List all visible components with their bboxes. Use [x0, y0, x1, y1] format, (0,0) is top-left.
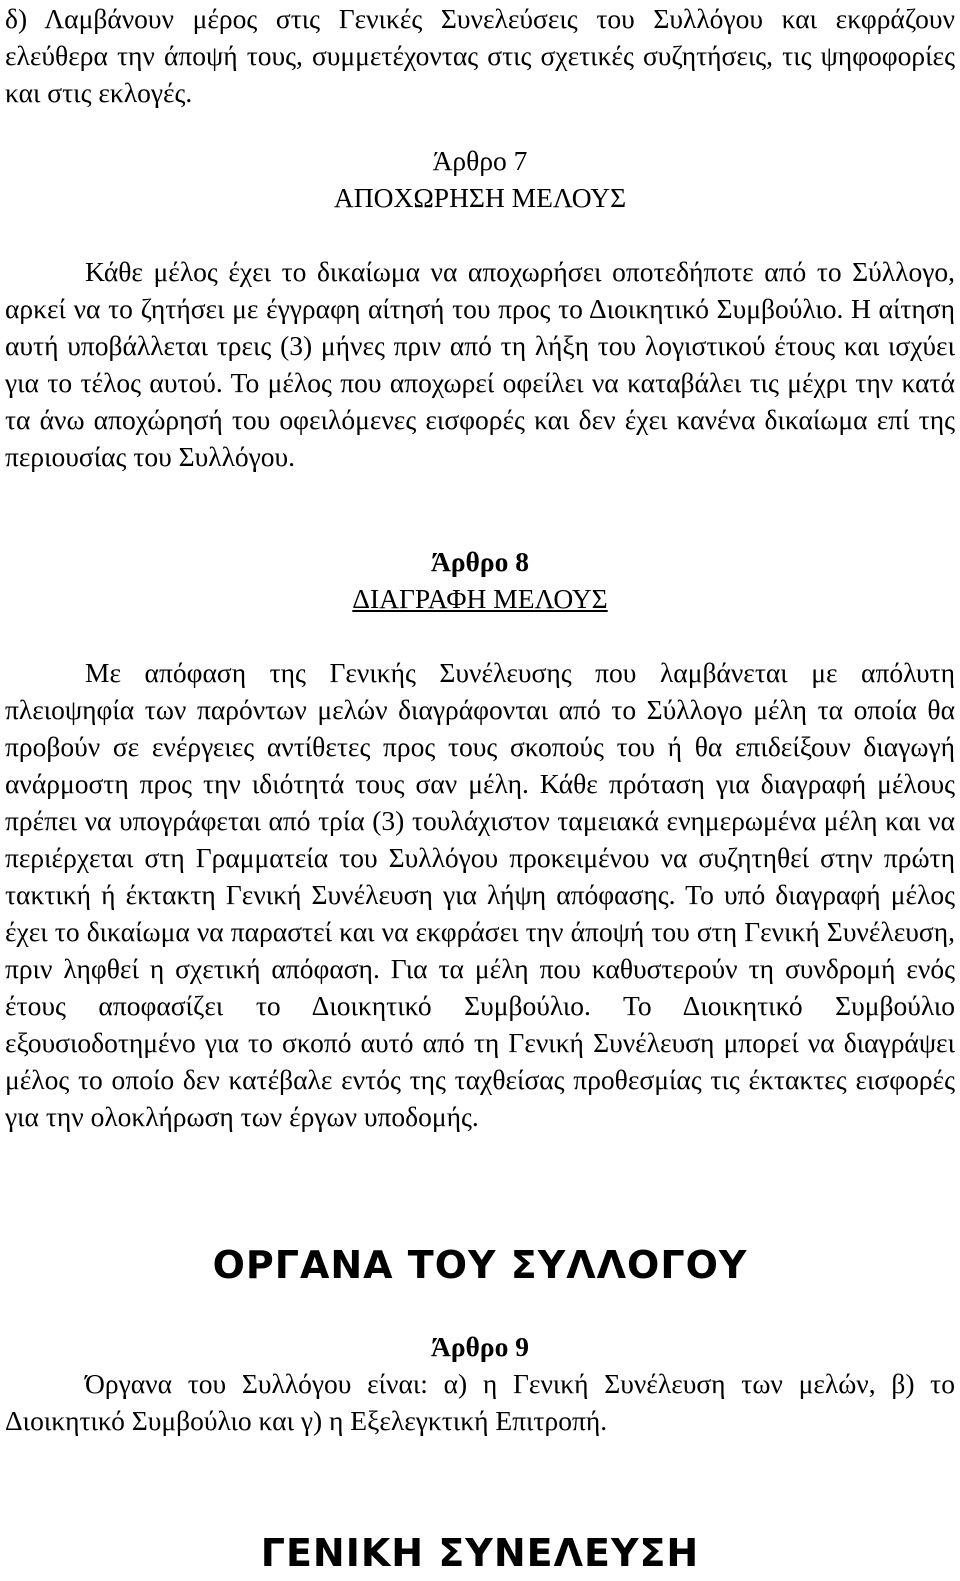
article-7-title: ΑΠΟΧΩΡΗΣΗ ΜΕΛΟΥΣ	[333, 182, 627, 213]
article-8-title-text: ΔΙΑΓΡΑΦΗ ΜΕΛΟΥΣ	[352, 583, 608, 614]
article-8	[5, 543, 955, 1135]
article-7-body: Κάθε μέλος έχει το δικαίωμα να αποχωρήσει οποτεδήποτε από το Σύλλογο, αρκεί να το ζητήσει με έγγραφη αίτησή του προς το Διοικητικό Συμβούλιο. Η αίτηση αυτή υποβάλλεται τρεις (3) μήνες πριν από τη λήξη του λογιστικού έτους και ισχύει για το τέλος αυτού. Το μέλος που αποχωρεί οφείλει να καταβάλει τις μέχρι την κατά τα άνω αποχώρησή του οφειλόμενες εισφορές και δεν έχει κανένα δικαίωμα επί της περιουσίας του Συλλόγου.	[5, 256, 955, 472]
article-7-number: Άρθρο 7	[432, 145, 528, 176]
article-8-body: Με απόφαση της Γενικής Συνέλευσης που λαμβάνεται με απόλυτη πλειοψηφία των παρόντων μελών διαγράφονται από το Σύλλογο μέλη τα οποία θα προβούν σε ενέργειες αντίθετες προς τους σκοπούς του ή θα επιδείξουν διαγωγή ανάρμοστη προς την ιδιότητά τους σαν μέλη. Κάθε πρόταση για διαγραφή μέλους πρέπει να υπογράφεται από τρία (3) τουλάχιστον ταμειακά ενημερωμένα μέλη και να περιέρχεται στη Γραμματεία του Συλλόγου προκειμένου να συζητηθεί στην πρώτη τακτική ή έκτακτη Γενική Συνέλευση για λήψη απόφασης. Το υπό διαγραφή μέλος έχει το δικαίωμα να παραστεί και να εκφράσει την άποψή του στη Γενική Συνέλευση, πριν ληφθεί η σχετική απόφαση. Για τα μέλη που καθυστερούν τη συνδρομή ενός έτους αποφασίζει το Διοικητικό Συμβούλιο. Το Διοικητικό Συμβούλιο εξουσιοδοτημένο για το σκοπό αυτό από τη Γενική Συνέλευση μπορεί να διαγράψει μέλος το οποίο δεν κατέβαλε εντός της ταχθείσας προθεσμίας τις έκτακτες εισφορές για την ολοκλήρωση των έργων υποδομής.	[5, 657, 955, 1132]
section-title-organs: ΟΡΓΑΝΑ ΤΟΥ ΣΥΛΛΟΓΟΥ	[212, 1243, 748, 1287]
section-title-general-assembly: ΓΕΝΙΚΗ ΣΥΝΕΛΕΥΣΗ	[260, 1531, 700, 1575]
article-9-number: Άρθρο 9	[430, 1331, 530, 1362]
article-8-title	[5, 580, 955, 617]
article-9-body: Όργανα του Συλλόγου είναι: α) η Γενική Συνέλευση των μελών, β) το Διοικητικό Συμβούλιο και γ) η Εξελεγκτική Επιτροπή.	[5, 1368, 955, 1436]
article-8-number: Άρθρο 8	[430, 546, 530, 577]
intro-paragraph: δ) Λαμβάνουν μέρος στις Γενικές Συνελεύσεις του Συλλόγου και εκφράζουν ελεύθερα την άποψή τους, συμμετέχοντας στις σχετικές συζητήσεις, τις ψηφοφορίες και στις εκλογές.	[5, 3, 955, 108]
article-9	[5, 1328, 955, 1439]
article-7	[5, 142, 955, 475]
